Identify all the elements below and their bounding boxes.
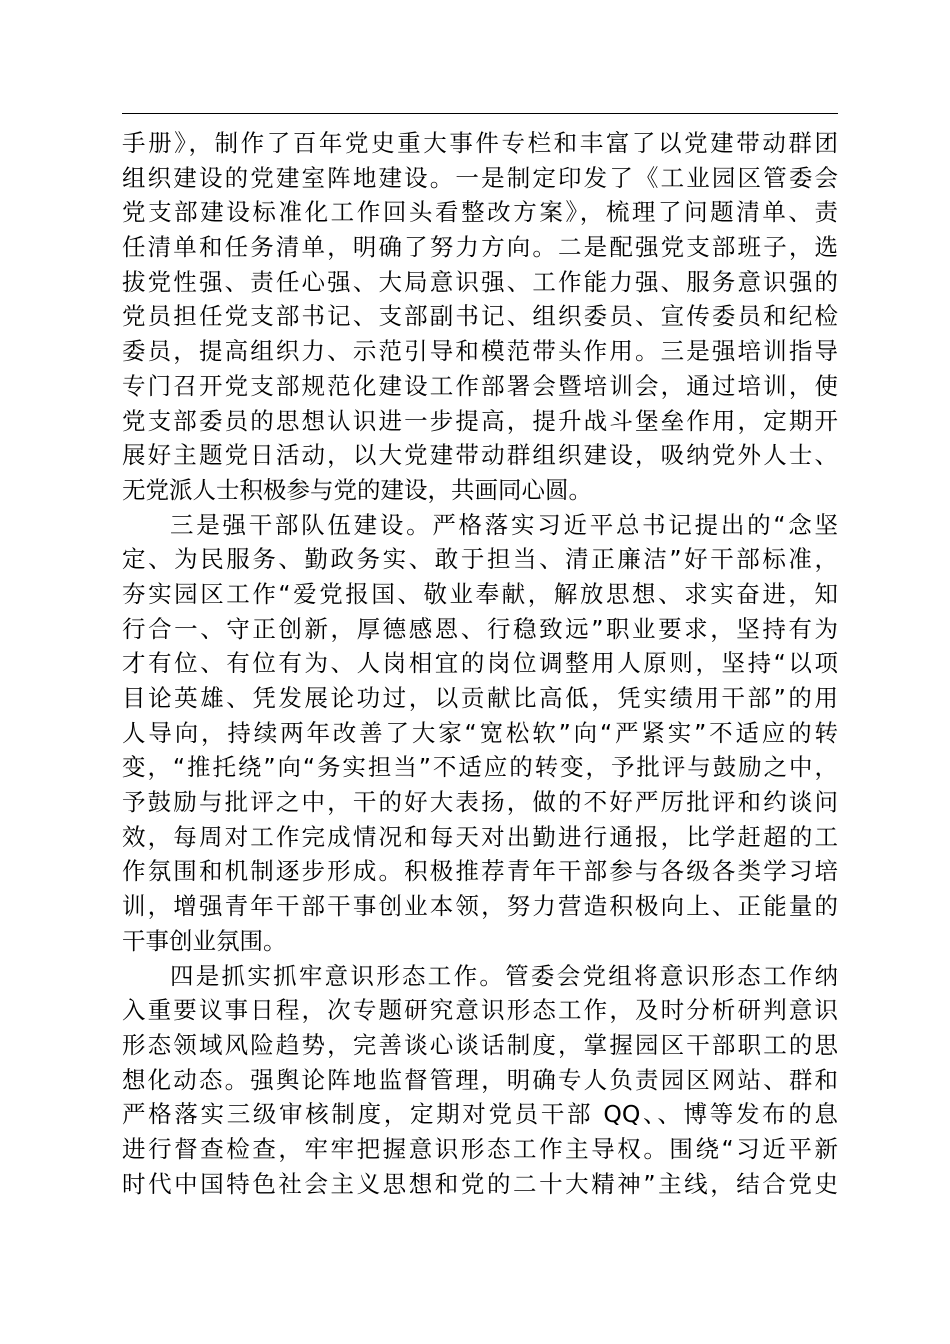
text-line: 变，“推托绕”向“务实担当”不适应的转变，予批评与鼓励之中，	[122, 753, 838, 782]
text-line: 党支部建设标准化工作回头看整改方案》，梳理了问题清单、责	[122, 198, 838, 227]
text-line: 党支部委员的思想认识进一步提高，提升战斗堡垒作用，定期开	[122, 406, 838, 435]
text-line: 严格落实三级审核制度，定期对党员干部 QQ、、博等发布的息	[122, 1100, 838, 1129]
text-line: 无党派人士积极参与党的建设，共画同心圆。	[122, 475, 592, 504]
text-line: 予鼓励与批评之中，干的好大表扬，做的不好严厉批评和约谈问	[122, 788, 838, 817]
text-line: 定、为民服务、勤政务实、敢于担当、清正廉洁”好干部标准，	[122, 545, 838, 574]
text-line: 展好主题党日活动，以大党建带动群组织建设，吸纳党外人士、	[122, 441, 838, 470]
paragraph-first-line: 四是抓实抓牢意识形态工作。管委会党组将意识形态工作纳	[170, 961, 838, 990]
text-line: 任清单和任务清单，明确了努力方向。二是配强党支部班子，选	[122, 233, 838, 262]
text-line: 委员，提高组织力、示范引导和模范带头作用。三是强培训指导	[122, 337, 838, 366]
text-line: 形态领域风险趋势，完善谈心谈话制度，掌握园区干部职工的思	[122, 1030, 838, 1059]
text-line: 夯实园区工作“爱党报国、敬业奉献，解放思想、求实奋进，知	[122, 579, 838, 608]
text-line: 训，增强青年干部干事创业本领，努力营造积极向上、正能量的	[122, 892, 838, 921]
paragraph-first-line: 三是强干部队伍建设。严格落实习近平总书记提出的“念坚	[170, 510, 838, 539]
text-line: 入重要议事日程，次专题研究意识形态工作，及时分析研判意识	[122, 996, 838, 1025]
text-line: 组织建设的党建室阵地建设。一是制定印发了《工业园区管委会	[122, 163, 838, 192]
text-line: 才有位、有位有为、人岗相宜的岗位调整用人原则，坚持“以项	[122, 649, 838, 678]
text-line: 手册》，制作了百年党史重大事件专栏和丰富了以党建带动群团	[122, 129, 838, 157]
text-line: 干事创业氛围。	[122, 926, 287, 955]
text-line: 目论英雄、凭发展论功过，以贡献比高低，凭实绩用干部”的用	[122, 684, 838, 712]
text-line: 拔党性强、责任心强、大局意识强、工作能力强、服务意识强的	[122, 267, 838, 296]
text-line: 效，每周对工作完成情况和每天对出勤进行通报，比学赶超的工	[122, 822, 838, 851]
text-line: 时代中国特色社会主义思想和党的二十大精神”主线，结合党史	[122, 1169, 838, 1198]
text-line: 想化动态。强舆论阵地监督管理，明确专人负责园区网站、群和	[122, 1065, 838, 1094]
text-line: 专门召开党支部规范化建设工作部署会暨培训会，通过培训，使	[122, 371, 838, 400]
text-line: 进行督查检查，牢牢把握意识形态工作主导权。围绕“习近平新	[122, 1134, 838, 1163]
text-line: 党员担任党支部书记、支部副书记、组织委员、宣传委员和纪检	[122, 302, 838, 331]
header-rule	[122, 113, 838, 114]
text-line: 作氛围和机制逐步形成。积极推荐青年干部参与各级各类学习培	[122, 857, 838, 886]
document-body	[122, 126, 838, 1201]
text-line: 行合一、守正创新，厚德感恩、行稳致远”职业要求，坚持有为	[122, 614, 838, 643]
text-line: 人导向，持续两年改善了大家“宽松软”向“严紧实”不适应的转	[122, 718, 838, 747]
